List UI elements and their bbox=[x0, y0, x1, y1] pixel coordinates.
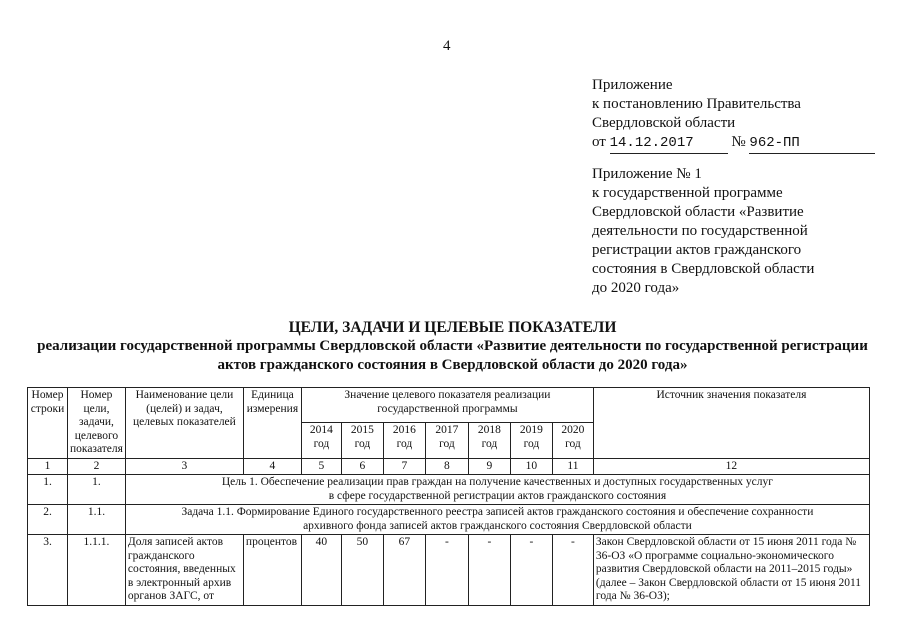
indicator-unit: процентов bbox=[243, 535, 301, 606]
document-title: ЦЕЛИ, ЗАДАЧИ И ЦЕЛЕВЫЕ ПОКАЗАТЕЛИ bbox=[288, 319, 617, 336]
column-number: 8 bbox=[425, 458, 468, 475]
table-row-task bbox=[28, 505, 870, 535]
document-subtitle bbox=[20, 337, 885, 375]
header-year-2016: 2016 год bbox=[383, 423, 425, 458]
indicator-row-number: 3. bbox=[28, 535, 68, 606]
goal-text bbox=[125, 475, 869, 505]
task-text-line-1: Задача 1.1. Формирование Единого государственного реестра записей актов гражданского состояния и обеспечение сохранности bbox=[181, 506, 814, 518]
program-appendix-line-6: состояния в Свердловской области bbox=[592, 261, 815, 277]
page-number: 4 bbox=[443, 38, 451, 54]
task-text bbox=[125, 505, 869, 535]
header-source: Источник значения показателя bbox=[593, 388, 869, 459]
decree-appendix-block bbox=[592, 76, 875, 154]
indicator-value-2014: 40 bbox=[301, 535, 341, 606]
column-number: 9 bbox=[468, 458, 510, 475]
column-number: 4 bbox=[243, 458, 301, 475]
header-year-2018: 2018 год bbox=[468, 423, 510, 458]
goal-text-line-2: в сфере государственной регистрации актов гражданского состояния bbox=[328, 489, 667, 502]
column-number: 3 bbox=[125, 458, 243, 475]
program-appendix-line-4: деятельности по государственной bbox=[592, 223, 808, 239]
indicator-value-2016: 67 bbox=[383, 535, 425, 606]
indicator-value-2017: - bbox=[425, 535, 468, 606]
header-year-2015: 2015 год bbox=[341, 423, 383, 458]
table-row-goal bbox=[28, 475, 870, 505]
header-year-2014: 2014 год bbox=[301, 423, 341, 458]
table-column-numbers-row bbox=[28, 458, 870, 475]
decree-date: 14.12.2017 bbox=[610, 134, 728, 154]
decree-date-number-line bbox=[592, 133, 875, 154]
decree-number-prefix: № bbox=[731, 134, 746, 150]
indicator-value-2019: - bbox=[510, 535, 552, 606]
document-subtitle-line-1: реализации государственной программы Свердловской области «Развитие деятельности по государственной регистрации bbox=[37, 338, 868, 354]
column-number: 2 bbox=[68, 458, 126, 475]
table-header-row bbox=[28, 388, 870, 423]
header-year-2017: 2017 год bbox=[425, 423, 468, 458]
table-row-indicator bbox=[28, 535, 870, 606]
indicator-name: Доля записей актов гражданского состояния, введенных в электронный архив органов ЗАГС, от bbox=[125, 535, 243, 606]
goal-text-line-1: Цель 1. Обеспечение реализации прав граждан на получение качественных и доступных государственных услуг bbox=[221, 476, 773, 488]
goals-table bbox=[27, 387, 870, 606]
column-number: 5 bbox=[301, 458, 341, 475]
program-appendix-line-2: к государственной программе bbox=[592, 185, 783, 201]
column-number: 6 bbox=[341, 458, 383, 475]
task-text-line-2: архивного фонда записей актов гражданского состояния Свердловской области bbox=[303, 519, 692, 532]
indicator-value-2015: 50 bbox=[341, 535, 383, 606]
program-appendix-block bbox=[592, 165, 814, 298]
header-values: Значение целевого показателя реализации государственной программы bbox=[301, 388, 593, 423]
goal-row-number: 1. bbox=[28, 475, 68, 505]
document-subtitle-line-2: актов гражданского состояния в Свердловской области до 2020 года» bbox=[217, 357, 688, 373]
header-unit: Единица измерения bbox=[243, 388, 301, 459]
task-row-number: 2. bbox=[28, 505, 68, 535]
decree-appendix-line-2: к постановлению Правительства bbox=[592, 96, 801, 112]
indicator-number: 1.1.1. bbox=[68, 535, 126, 606]
header-year-2020: 2020 год bbox=[552, 423, 593, 458]
indicator-source: Закон Свердловской области от 15 июня 2011 года № 36-ОЗ «О программе социально-экономического развития Свердловской области на 2011–2015 годы» (далее – Закон Свердловской области от 15 июня 2011 года № 36-ОЗ); bbox=[593, 535, 869, 606]
indicator-value-2018: - bbox=[468, 535, 510, 606]
column-number: 11 bbox=[552, 458, 593, 475]
program-appendix-line-7: до 2020 года» bbox=[592, 280, 680, 296]
decree-appendix-line-3: Свердловской области bbox=[592, 115, 736, 131]
column-number: 12 bbox=[593, 458, 869, 475]
task-number: 1.1. bbox=[68, 505, 126, 535]
column-number: 10 bbox=[510, 458, 552, 475]
column-number: 7 bbox=[383, 458, 425, 475]
header-name: Наименование цели (целей) и задач, целевых показателей bbox=[125, 388, 243, 459]
program-appendix-line-1: Приложение № 1 bbox=[592, 166, 702, 182]
decree-appendix-line-1: Приложение bbox=[592, 77, 673, 93]
program-appendix-line-5: регистрации актов гражданского bbox=[592, 242, 802, 258]
indicator-value-2020: - bbox=[552, 535, 593, 606]
header-goal-number: Номер цели, задачи, целевого показателя bbox=[68, 388, 126, 459]
decree-number: 962-ПП bbox=[749, 134, 875, 154]
goal-number: 1. bbox=[68, 475, 126, 505]
header-year-2019: 2019 год bbox=[510, 423, 552, 458]
column-number: 1 bbox=[28, 458, 68, 475]
program-appendix-line-3: Свердловской области «Развитие bbox=[592, 204, 804, 220]
decree-date-prefix: от bbox=[592, 134, 606, 150]
header-row-number: Номер строки bbox=[28, 388, 68, 459]
